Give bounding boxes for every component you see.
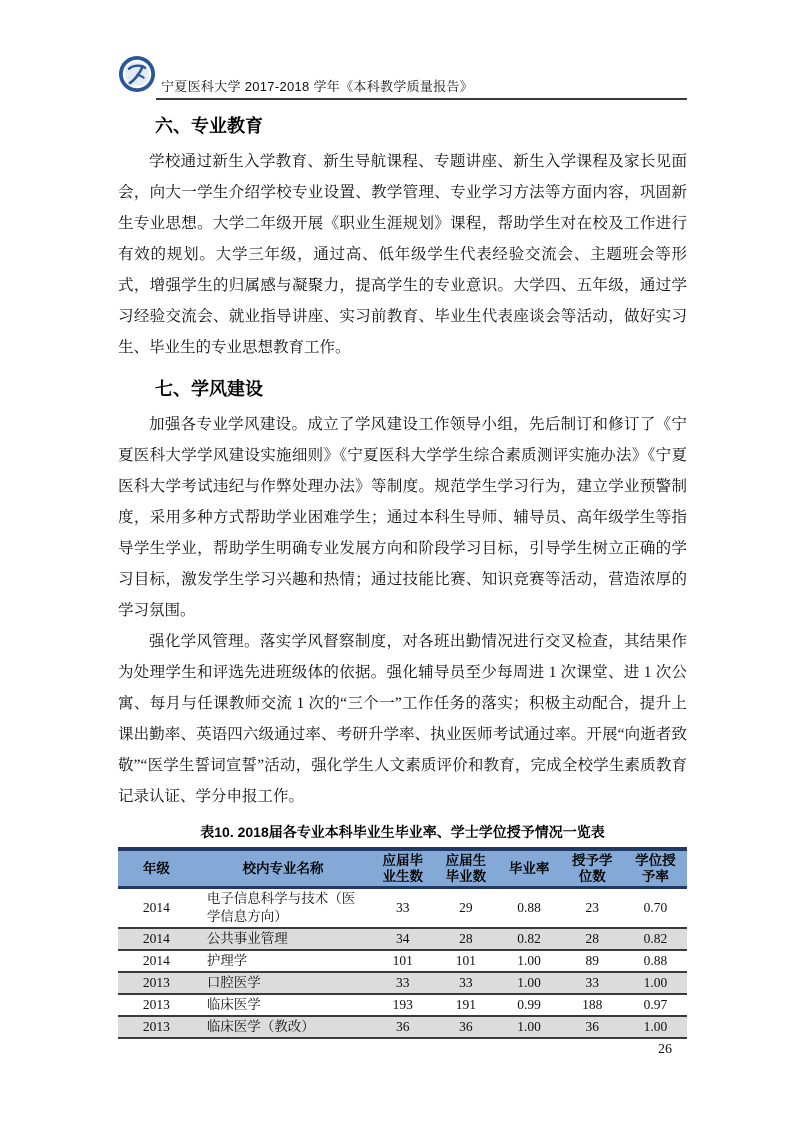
table-cell: 191 — [434, 994, 497, 1016]
graduation-degree-table — [118, 847, 687, 1039]
table-cell: 1.00 — [498, 972, 561, 994]
table-cell: 护理学 — [195, 950, 371, 972]
header-title: 宁夏医科大学 2017-2018 学年《本科教学质量报告》 — [156, 76, 687, 100]
table-cell: 193 — [371, 994, 434, 1016]
table-cell: 0.82 — [624, 928, 687, 950]
table-column-header: 学位授予率 — [624, 849, 687, 888]
table-cell: 1.00 — [498, 950, 561, 972]
table-row — [118, 888, 687, 929]
table-cell: 0.82 — [498, 928, 561, 950]
table-cell: 临床医学 — [195, 994, 371, 1016]
table-cell: 33 — [371, 972, 434, 994]
table-cell: 33 — [434, 972, 497, 994]
table-cell: 电子信息科学与技术（医学信息方向） — [195, 888, 371, 929]
table-cell: 口腔医学 — [195, 972, 371, 994]
table-column-header: 校内专业名称 — [195, 849, 371, 888]
table-cell: 101 — [434, 950, 497, 972]
table-row — [118, 972, 687, 994]
table-caption: 表10. 2018届各专业本科毕业生毕业率、学士学位授予情况一览表 — [200, 824, 605, 840]
table-header-row — [118, 849, 687, 888]
table-cell: 2013 — [118, 1016, 195, 1038]
table-cell: 89 — [561, 950, 624, 972]
table-body — [118, 888, 687, 1039]
paragraph: 学校通过新生入学教育、新生导航课程、专题讲座、新生入学课程及家长见面会，向大一学生介绍学校专业设置、教学管理、专业学习方法等方面内容，巩固新生专业思想。大学二年级开展《职业生涯规划》课程，帮助学生对在校及工作进行有效的规划。大学三年级，通过高、低年级学生代表经验交流会、主题班会等形式，增强学生的归属感与凝聚力，提高学生的专业意识。大学四、五年级，通过学习经验交流会、就业指导讲座、实习前教育、毕业生代表座谈会等活动，做好实习生、毕业生的专业思想教育工作。 — [118, 153, 687, 356]
table-column-header: 授予学位数 — [561, 849, 624, 888]
page-number: 26 — [658, 1042, 672, 1057]
section-heading-7: 七、学风建设 — [155, 379, 263, 399]
table-cell: 2014 — [118, 950, 195, 972]
table-cell: 101 — [371, 950, 434, 972]
table-row — [118, 1016, 687, 1038]
table-cell: 1.00 — [624, 1016, 687, 1038]
table-cell: 1.00 — [624, 972, 687, 994]
table-cell: 2014 — [118, 928, 195, 950]
university-logo-icon — [118, 55, 156, 93]
table-cell: 33 — [561, 972, 624, 994]
table-cell: 188 — [561, 994, 624, 1016]
table-cell: 28 — [561, 928, 624, 950]
section-heading-6: 六、专业教育 — [155, 116, 263, 136]
table-row — [118, 928, 687, 950]
table-cell: 临床医学（教改） — [195, 1016, 371, 1038]
table-cell: 2014 — [118, 888, 195, 929]
table-cell: 36 — [371, 1016, 434, 1038]
table-cell: 0.88 — [624, 950, 687, 972]
table-cell: 29 — [434, 888, 497, 929]
table-cell: 23 — [561, 888, 624, 929]
table-column-header: 应届毕业生数 — [371, 849, 434, 888]
table-cell: 0.97 — [624, 994, 687, 1016]
table-row — [118, 950, 687, 972]
section-professional-education — [118, 114, 687, 363]
table-column-header: 应届生毕业数 — [434, 849, 497, 888]
table-cell: 1.00 — [498, 1016, 561, 1038]
table-cell: 33 — [371, 888, 434, 929]
table-cell: 0.70 — [624, 888, 687, 929]
table-cell: 2013 — [118, 972, 195, 994]
table-cell: 28 — [434, 928, 497, 950]
table-cell: 34 — [371, 928, 434, 950]
table-column-header: 年级 — [118, 849, 195, 888]
table-cell: 0.88 — [498, 888, 561, 929]
table-cell: 2013 — [118, 994, 195, 1016]
paragraph: 加强各专业学风建设。成立了学风建设工作领导小组，先后制订和修订了《宁夏医科大学学风建设实施细则》《宁夏医科大学学生综合素质测评实施办法》《宁夏医科大学考试违纪与作弊处理办法》等制度。规范学生学习行为，建立学业预警制度，采用多种方式帮助学业困难学生；通过本科生导师、辅导员、高年级学生等指导学生学业，帮助学生明确专业发展方向和阶段学习目标，引导学生树立正确的学习目标，激发学生学习兴趣和热情；通过技能比赛、知识竞赛等活动，营造浓厚的学习氛围。 — [118, 416, 687, 619]
table-cell: 36 — [561, 1016, 624, 1038]
running-header — [118, 52, 687, 100]
section-study-style-construction — [118, 377, 687, 812]
table-row — [118, 994, 687, 1016]
table-cell: 36 — [434, 1016, 497, 1038]
table-cell: 公共事业管理 — [195, 928, 371, 950]
table-cell: 0.99 — [498, 994, 561, 1016]
paragraph: 强化学风管理。落实学风督察制度，对各班出勤情况进行交叉检查，其结果作为处理学生和评选先进班级体的依据。强化辅导员至少每周进 1 次课堂、进 1 次公寓、每月与任课教师交流 1 次的“三个一”工作任务的落实；积极主动配合，提升上课出勤率、英语四六级通过率、考研升学率、执业医师考试通过率。开展“向逝者致敬”“医学生誓词宣誓”活动，强化学生人文素质评价和教育，完成全校学生素质教育记录认证、学分申报工作。 — [118, 633, 687, 805]
table-column-header: 毕业率 — [498, 849, 561, 888]
